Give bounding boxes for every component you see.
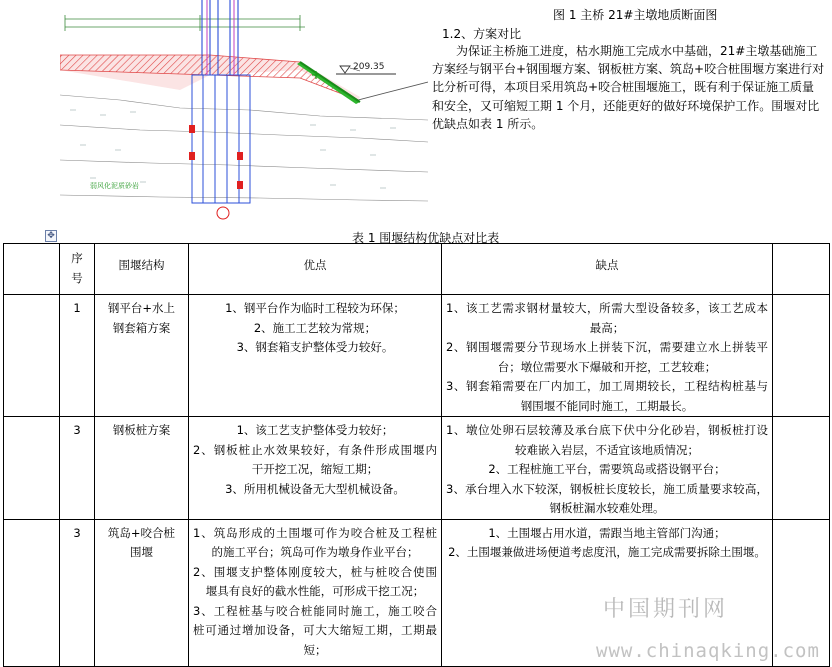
cons-line: 1、墩位处卵石层较薄及承台底下伏中分化砂岩，钢板桩打设	[446, 423, 768, 437]
pros-line: 的施工平台；筑岛可作为墩身作业平台；	[211, 545, 419, 559]
cons-line: 最高；	[589, 320, 625, 335]
cons-line: 3、钢套箱需要在厂内加工，加工周期较长，工程结构桩基与	[446, 379, 768, 393]
cons-line: 较难嵌入岩层，不适宜该地质情况；	[515, 442, 699, 457]
table-spacer-cell	[773, 244, 830, 295]
watermark-url: www.chinaqking.com	[596, 640, 820, 662]
table-spacer-cell	[4, 295, 60, 417]
pros-line: 3、工程桩基与咬合桩能同时施工，施工咬合	[193, 603, 437, 618]
table-spacer-cell	[4, 244, 60, 295]
cons-line: 1、土围堰占用水道，需跟当地主管部门沟通；	[488, 525, 726, 540]
structure-line: 钢板桩方案	[112, 423, 171, 437]
pros-line: 干开挖工况，缩短工期；	[251, 462, 379, 476]
structure-line: 钢平台+水上	[107, 301, 176, 315]
table-row	[4, 295, 830, 417]
pros-line: 1、钢平台作为临时工程较为环保；	[225, 301, 405, 315]
cell-structure	[95, 295, 189, 417]
cell-structure	[95, 519, 189, 666]
cons-line: 台；墩位需要水下爆破和开挖，工艺较难；	[497, 359, 717, 374]
header-structure: 围堰结构	[95, 244, 189, 295]
cell-no: 1	[60, 295, 95, 417]
pros-line: 桩可通过增加设备，可大大缩短工期，工期最	[193, 623, 437, 637]
paragraph-line: 比分析可得，本项目采用筑岛+咬合桩围堰施工，既有利于保证施工质量	[432, 80, 815, 95]
table-spacer-cell	[773, 295, 830, 417]
pros-line: 2、钢板桩止水效果较好，有条件形成围堰内	[193, 442, 437, 457]
table-row	[4, 417, 830, 520]
header-no-line: 号	[71, 270, 83, 285]
structure-line: 筑岛+咬合桩	[107, 525, 176, 540]
table-caption: 表 1 围堰结构优缺点对比表	[352, 231, 500, 245]
stratum-label: 弱风化泥质砂岩	[90, 182, 139, 190]
table-spacer-cell	[4, 519, 60, 666]
pros-line: 3、所用机械设备无大型机械设备。	[225, 481, 405, 496]
paragraph-line: 优缺点如表 1 所示。	[432, 116, 544, 131]
figure-caption: 图 1 主桥 21#主墩地质断面图	[553, 8, 718, 22]
pros-line: 2、施工工艺较为常规；	[253, 320, 377, 335]
cell-no: 3	[60, 417, 95, 520]
cell-structure	[95, 417, 189, 520]
stratum-texture	[70, 110, 396, 188]
paragraph-line: 方案经与钢平台+钢围堰方案、钢板桩方案、筑岛+咬合桩围堰方案进行对	[432, 62, 825, 77]
pros-line: 1、该工艺支护整体受力较好；	[236, 423, 394, 437]
cell-pros	[189, 295, 442, 417]
cons-line: 钢围堰不能同时施工，工期最长。	[520, 398, 694, 413]
cons-line: 1、该工艺需求钢材量较大，所需大型设备较多，该工艺成本	[446, 301, 768, 315]
section-heading: 1.2、方案对比	[442, 27, 522, 41]
table-spacer-cell	[4, 417, 60, 520]
cons-line: 3、承台埋入水下较深，钢板桩长度较长，施工质量要求较高，	[446, 481, 768, 496]
body-paragraph	[432, 42, 824, 133]
table-spacer-cell	[773, 417, 830, 520]
cell-cons	[442, 417, 773, 520]
structure-line: 围堰	[130, 545, 153, 559]
table-move-handle-icon[interactable]: ✥	[45, 230, 57, 242]
header-no	[60, 244, 95, 295]
cons-line: 2、钢围堰需要分节现场水上拼装下沉，需要建立水上拼装平	[446, 340, 768, 354]
hatched-cofferdam-fill	[60, 55, 358, 100]
pros-line: 堰具有良好的截水性能，可形成干挖工况；	[205, 584, 425, 598]
table-header-row	[4, 244, 830, 295]
pros-line: 短；	[303, 642, 327, 657]
cell-pros	[189, 519, 442, 666]
cons-line: 钢板桩漏水较难处理。	[549, 501, 665, 515]
pros-line: 2、围堰支护整体刚度较大，桩与桩咬合使围	[193, 564, 437, 579]
water-level-label: 209.35	[353, 62, 385, 72]
paragraph-line: 为保证主桥施工进度，枯水期施工完成水中基础，21#主墩基础施工	[456, 44, 818, 58]
paragraph-line: 和安全，又可缩短工期 1 个月，还能更好的做好环境保护工作。围堰对比	[432, 98, 820, 113]
header-pros: 优点	[189, 244, 442, 295]
cell-pros	[189, 417, 442, 520]
cell-cons	[442, 295, 773, 417]
structure-line: 钢套箱方案	[112, 320, 171, 335]
cell-no: 3	[60, 519, 95, 666]
pros-line: 1、筑岛形成的土围堰可作为咬合桩及工程桩	[193, 525, 437, 540]
header-no-line: 序	[71, 251, 83, 265]
cons-line: 2、工程桩施工平台，需要筑岛或搭设钢平台；	[488, 462, 726, 476]
pros-line: 3、钢套箱支护整体受力较好。	[236, 340, 394, 354]
boring-markers	[189, 125, 243, 189]
dimension-lines	[65, 15, 305, 31]
geological-section-drawing	[60, 0, 428, 222]
watermark-brand: 中国期刊网	[603, 597, 729, 622]
header-cons: 缺点	[442, 244, 773, 295]
cons-line: 2、土围堰兼做进场便道考虑度汛，施工完成需要拆除土围堰。	[448, 545, 766, 559]
callout-circle	[217, 207, 229, 219]
